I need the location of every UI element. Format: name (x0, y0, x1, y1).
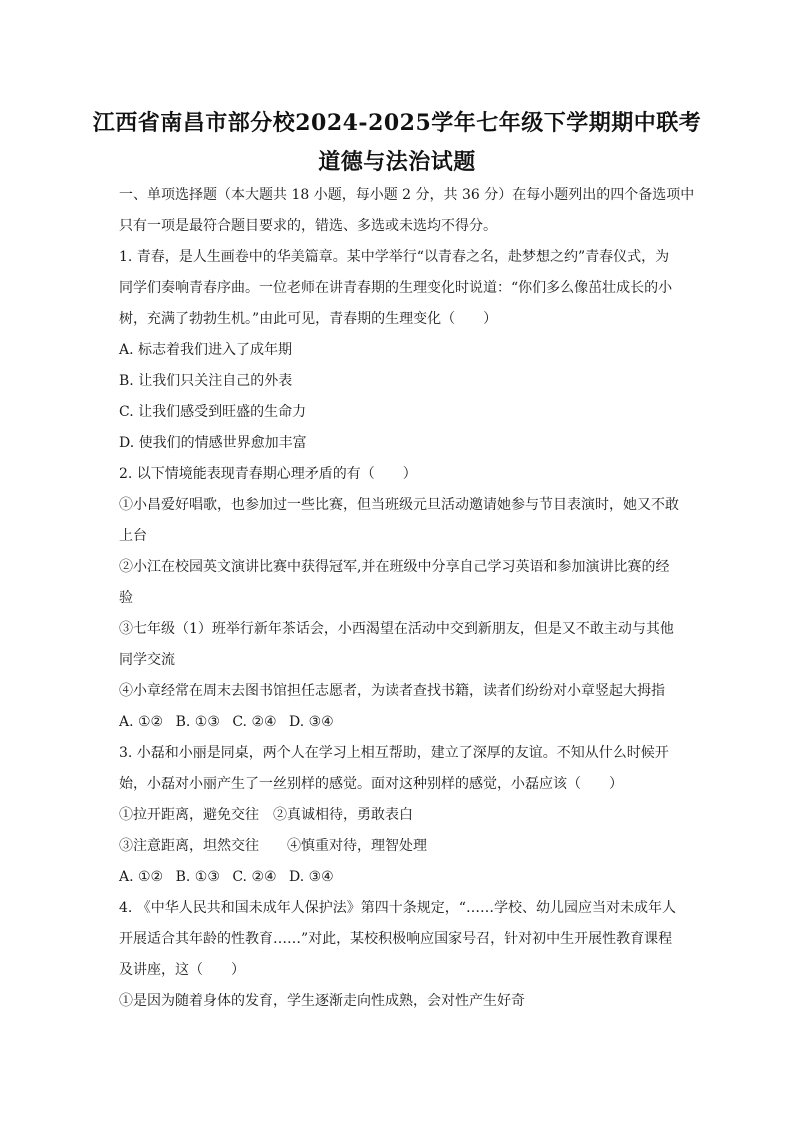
section-instruction-line: 只有一项是最符合题目要求的，错选、多选或未选均不得分。 (119, 218, 497, 234)
q3-item-2: ②真诚相待，勇敢表白 (273, 807, 413, 823)
q4-stem-line: 及讲座，这（ ） (119, 962, 245, 978)
q3-items-row (119, 800, 679, 831)
q2-item-line: 验 (119, 590, 133, 606)
q3-options-row (119, 862, 679, 893)
q3-items-row (119, 831, 679, 862)
q2-item-line: 上台 (119, 528, 147, 544)
q2-stem: 2. 以下情境能表现青春期心理矛盾的有（ ） (119, 466, 417, 482)
q1-stem-line: 同学们奏响青春序曲。一位老师在讲青春期的生理变化时说道：“你们多么像茁壮成长的小 (119, 280, 673, 296)
q1-option-d: D. 使我们的情感世界愈加丰富 (119, 435, 307, 451)
q2-option-b: B. ①③ (175, 714, 220, 730)
q1-option-a: A. 标志着我们进入了成年期 (119, 342, 293, 358)
q4-item-line: ①是因为随着身体的发育，学生逐渐走向性成熟，会对性产生好奇 (119, 993, 525, 1009)
exam-title-line1: 江西省南昌市部分校2024-2025学年七年级下学期期中联考 (92, 110, 702, 136)
q3-stem-line: 3. 小磊和小丽是同桌，两个人在学习上相互帮助，建立了深厚的友谊。不知从什么时候开 (119, 745, 669, 761)
exam-content (119, 180, 695, 1017)
q1-option-c: C. 让我们感受到旺盛的生命力 (119, 404, 307, 420)
q2-options-row (119, 707, 679, 738)
q3-item-3: ③注意距离，坦然交往 (119, 838, 259, 854)
q3-item-4: ④慎重对待，理智处理 (287, 838, 427, 854)
q2-item-line: ②小江在校园英文演讲比赛中获得冠军,并在班级中分享自己学习英语和参加演讲比赛的经 (119, 559, 670, 575)
q3-stem-line: 始，小磊对小丽产生了一丝别样的感觉。面对这种别样的感觉，小磊应该（ ） (119, 776, 623, 792)
q2-option-d: D. ③④ (289, 714, 334, 730)
q2-item-line: 同学交流 (119, 652, 175, 668)
q2-item-line: ④小章经常在周末去图书馆担任志愿者，为读者查找书籍，读者们纷纷对小章竖起大拇指 (119, 683, 665, 699)
q3-option-b: B. ①③ (175, 869, 220, 885)
q3-item-1: ①拉开距离，避免交往 (119, 807, 259, 823)
q4-stem-line: 开展适合其年龄的性教育……”对此，某校积极响应国家号召，针对初中生开展性教育课程 (119, 931, 673, 947)
q1-option-b: B. 让我们只关注自己的外表 (119, 373, 293, 389)
q3-option-c: C. ②④ (232, 869, 277, 885)
section-instruction-line: 一、单项选择题（本大题共 18 小题，每小题 2 分，共 36 分）在每小题列出的四个备选项中 (119, 187, 695, 203)
q2-option-a: A. ①② (119, 714, 164, 730)
q2-option-c: C. ②④ (232, 714, 277, 730)
q1-stem-line: 树，充满了勃勃生机。”由此可见，青春期的生理变化（ ） (119, 311, 498, 327)
q4-stem-line: 4. 《中华人民共和国未成年人保护法》第四十条规定，“……学校、幼儿园应当对未成年人 (119, 900, 676, 916)
exam-title-line2: 道德与法治试题 (318, 149, 476, 175)
q1-stem-line: 1. 青春，是人生画卷中的华美篇章。某中学举行“以青春之名，赴梦想之约”青春仪式，为 (119, 249, 670, 265)
q3-option-a: A. ①② (119, 869, 164, 885)
q3-option-d: D. ③④ (289, 869, 334, 885)
q2-item-line: ③七年级（1）班举行新年茶话会，小西渴望在活动中交到新朋友，但是又不敢主动与其他 (119, 621, 674, 637)
q2-item-line: ①小昌爱好唱歌，也参加过一些比赛，但当班级元旦活动邀请她参与节目表演时，她又不敢 (119, 497, 679, 513)
